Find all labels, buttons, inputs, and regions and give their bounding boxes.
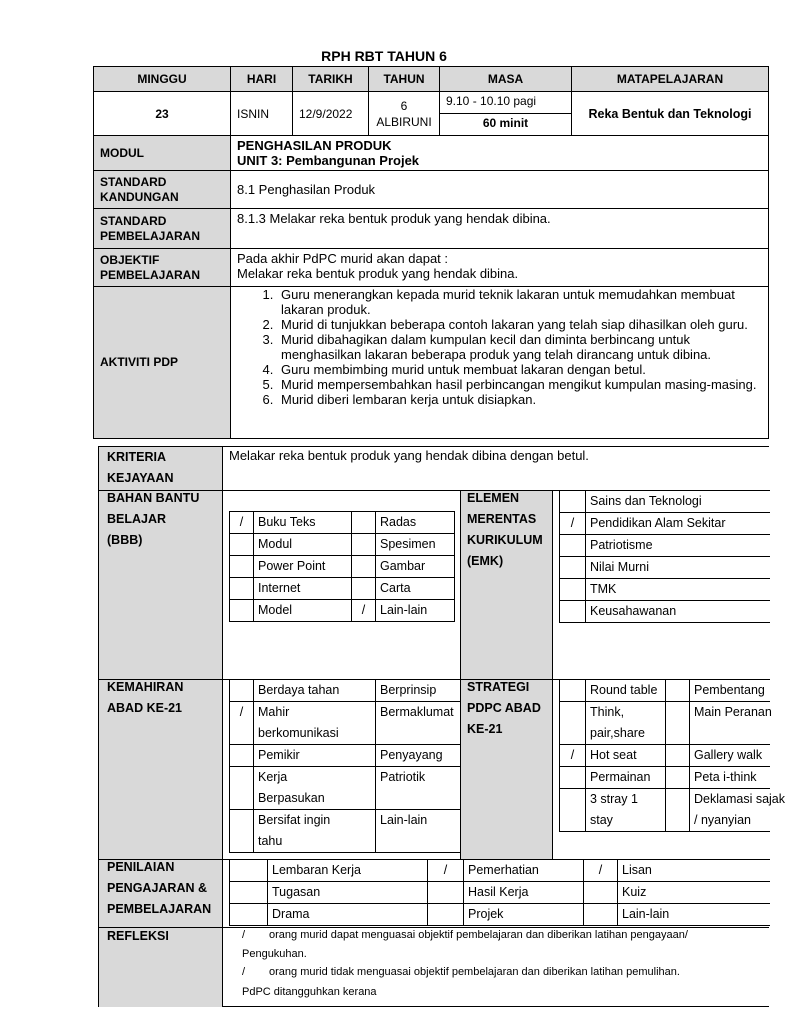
- header-matapelajaran: MATAPELAJARAN: [572, 67, 769, 92]
- emk-label-line1: ELEMEN: [467, 491, 520, 505]
- bbb-item: Model: [254, 600, 352, 622]
- penilaian-table: [229, 859, 770, 926]
- strategi-item: [586, 702, 666, 745]
- standard-kandungan-label-line2: KANDUNGAN: [100, 189, 179, 204]
- strategi-mark-empty: [666, 680, 690, 702]
- minggu-value: 23: [94, 92, 231, 136]
- kemahiran-item: [254, 702, 376, 745]
- tarikh-value: 12/9/2022: [293, 92, 369, 136]
- kemahiran-item: Bermaklumat: [376, 702, 461, 745]
- strategi-item-text: Pembentang: [694, 683, 765, 697]
- strategi-table: [559, 679, 785, 832]
- header-row: [94, 67, 769, 92]
- penilaian-mark: [230, 904, 268, 926]
- refleksi-line-4: PdPC ditangguhkan kerana: [242, 986, 377, 998]
- modul-value: [231, 136, 769, 171]
- bbb-item: Lain-lain: [376, 600, 455, 622]
- kemahiran-mark: [230, 680, 254, 702]
- kemahiran-label-line2: ABAD KE-21: [107, 701, 183, 715]
- bbb-item: Buku Teks: [254, 512, 352, 534]
- kriteria-value: Melakar reka bentuk produk yang hendak dibina dengan betul.: [229, 448, 589, 463]
- matapelajaran-value: Reka Bentuk dan Teknologi: [572, 92, 769, 136]
- strategi-item: [690, 745, 770, 767]
- strategi-mark: /: [560, 745, 586, 767]
- strategi-label-line1: STRATEGI: [467, 680, 530, 694]
- emk-label-line4: (EMK): [467, 554, 504, 568]
- bbb-row: [230, 600, 455, 622]
- aktiviti-value: [231, 287, 769, 439]
- aktiviti-item: 3. Murid dibahagikan dalam kumpulan kecil dan diminta berbincang untuk menghasilkan lakaran beberapa produk yang telah dirancang untuk dibina.: [277, 332, 762, 362]
- kemahiran-item-text: Kerja: [258, 770, 288, 784]
- emk-mark: [560, 535, 586, 557]
- strategi-mark: [560, 767, 586, 789]
- bbb-item: Carta: [376, 578, 455, 600]
- penilaian-item: Drama: [268, 904, 428, 926]
- strategi-item-text: Round table: [590, 683, 658, 697]
- emk-mark: [560, 557, 586, 579]
- kemahiran-item: Lain-lain: [376, 810, 461, 853]
- objektif-line2: Melakar reka bentuk produk yang hendak dibina.: [237, 266, 519, 281]
- penilaian-label-line1: PENILAIAN: [107, 860, 175, 874]
- kemahiran-item-text: Berdaya tahan: [258, 683, 340, 697]
- penilaian-mark: [584, 882, 618, 904]
- penilaian-label-line3: PEMBELAJARAN: [107, 902, 212, 916]
- standard-pembelajaran-value: 8.1.3 Melakar reka bentuk produk yang hendak dibina.: [231, 209, 769, 249]
- emk-table: [559, 490, 770, 623]
- strategi-item-text: stay: [590, 813, 613, 827]
- emk-label: [460, 488, 552, 572]
- tahun-value: 6: [400, 98, 408, 113]
- bbb-mark: [352, 556, 376, 578]
- bbb-row: [230, 534, 455, 556]
- penilaian-item: Kuiz: [618, 882, 770, 904]
- header-masa: MASA: [440, 67, 572, 92]
- emk-mark: /: [560, 513, 586, 535]
- emk-label-line3: KURIKULUM: [467, 533, 543, 547]
- kemahiran-item-text: Mahir: [258, 705, 290, 719]
- emk-mark: [560, 491, 586, 513]
- penilaian-item: Lisan: [618, 860, 770, 882]
- strategi-item: [690, 702, 770, 745]
- strategi-mark-empty: [666, 702, 690, 745]
- standard-kandungan-value: 8.1 Penghasilan Produk: [231, 171, 769, 209]
- strategi-item: [586, 767, 666, 789]
- kriteria-label: [99, 447, 222, 489]
- bbb-mark: [352, 578, 376, 600]
- strategi-mark-empty: [666, 789, 690, 832]
- kemahiran-item: Penyayang: [376, 745, 461, 767]
- kemahiran-table: [229, 679, 461, 853]
- strategi-label: [460, 677, 552, 740]
- kemahiran-mark: [230, 810, 254, 853]
- objektif-label: [94, 249, 231, 287]
- strategi-item: [690, 680, 770, 702]
- kemahiran-item-text: Berpasukan: [258, 791, 325, 805]
- modul-line1: PENGHASILAN PRODUK: [237, 138, 392, 153]
- bbb-mark: /: [230, 512, 254, 534]
- aktiviti-item: 4. Guru membimbing murid untuk membuat lakaran dengan betul.: [277, 362, 762, 377]
- bbb-label-line3: (BBB): [107, 533, 143, 547]
- strategi-label-line3: KE-21: [467, 722, 503, 736]
- durasi-value: 60 minit: [440, 114, 572, 136]
- strategi-item-text: / nyanyian: [694, 813, 751, 827]
- penilaian-mark: [230, 882, 268, 904]
- penilaian-item: Pemerhatian: [464, 860, 584, 882]
- kemahiran-mark: [230, 767, 254, 810]
- refleksi-mark-3: /: [242, 966, 246, 978]
- emk-item: Keusahawanan: [586, 601, 770, 623]
- bbb-item: Gambar: [376, 556, 455, 578]
- strategi-item-text: pair,share: [590, 726, 645, 740]
- aktiviti-item: 1. Guru menerangkan kepada murid teknik lakaran untuk memudahkan membuat lakaran produk.: [277, 287, 762, 317]
- kriteria-label-line1: KRITERIA: [107, 450, 167, 464]
- kemahiran-mark: [230, 745, 254, 767]
- bbb-label: [99, 488, 222, 551]
- refleksi-line-3: orang murid tidak menguasai objektif pembelajaran dan diberikan latihan pemulihan.: [269, 966, 680, 978]
- aktiviti-item: 2. Murid di tunjukkan beberapa contoh lakaran yang telah siap dihasilkan oleh guru.: [277, 317, 762, 332]
- bbb-mark: [230, 578, 254, 600]
- kemahiran-item-text: berkomunikasi: [258, 726, 339, 740]
- kriteria-label-line2: KEJAYAAN: [107, 471, 174, 485]
- kemahiran-mark: /: [230, 702, 254, 745]
- objektif-label-line2: PEMBELAJARAN: [100, 267, 201, 282]
- kemahiran-label: [99, 677, 222, 719]
- penilaian-label-line2: PENGAJARAN &: [107, 881, 208, 895]
- aktiviti-item: 5. Murid mempersembahkan hasil perbincangan mengikut kumpulan masing-masing.: [277, 377, 762, 392]
- bbb-mark: [352, 534, 376, 556]
- bbb-table: [229, 511, 455, 622]
- penilaian-mark: [230, 860, 268, 882]
- bbb-row: [230, 512, 455, 534]
- bbb-mark: [230, 556, 254, 578]
- bbb-item: Power Point: [254, 556, 352, 578]
- header-minggu: MINGGU: [94, 67, 231, 92]
- strategi-item: [586, 789, 666, 832]
- kemahiran-item: [254, 680, 376, 702]
- lower-section: [98, 446, 785, 1007]
- header-hari: HARI: [231, 67, 293, 92]
- hari-value: ISNIN: [231, 92, 293, 136]
- standard-pembelajaran-label: [94, 209, 231, 249]
- emk-item: TMK: [586, 579, 770, 601]
- strategi-mark-empty: [666, 767, 690, 789]
- refleksi-line-2: Pengukuhan.: [242, 948, 307, 960]
- masa-value: 9.10 - 10.10 pagi: [440, 92, 572, 114]
- emk-item: Sains dan Teknologi: [586, 491, 770, 513]
- strategi-item: [690, 767, 770, 789]
- kemahiran-item: Patriotik: [376, 767, 461, 810]
- refleksi-line-1: orang murid dapat menguasai objektif pembelajaran dan diberikan latihan pengayaan/: [269, 929, 688, 941]
- standard-kandungan-label: [94, 171, 231, 209]
- modul-label: MODUL: [94, 136, 231, 171]
- strategi-item-text: Hot seat: [590, 748, 637, 762]
- strategi-mark: [560, 680, 586, 702]
- penilaian-mark: /: [428, 860, 464, 882]
- header-tahun: TAHUN: [369, 67, 440, 92]
- penilaian-mark: [428, 904, 464, 926]
- strategi-item-text: 3 stray 1: [590, 792, 638, 806]
- kemahiran-item-text: Bersifat ingin: [258, 813, 331, 827]
- strategi-item: [586, 745, 666, 767]
- refleksi-label: REFLEKSI: [107, 929, 169, 943]
- emk-mark: [560, 601, 586, 623]
- bbb-label-line1: BAHAN BANTU: [107, 491, 200, 505]
- standard-pembelajaran-label-line1: STANDARD: [100, 213, 167, 228]
- penilaian-item: Hasil Kerja: [464, 882, 584, 904]
- kemahiran-item: [254, 767, 376, 810]
- bbb-item: Radas: [376, 512, 455, 534]
- emk-label-line2: MERENTAS: [467, 512, 537, 526]
- standard-kandungan-label-line1: STANDARD: [100, 174, 167, 189]
- kemahiran-item-text: tahu: [258, 834, 283, 848]
- kelas-value: ALBIRUNI: [376, 114, 432, 129]
- kemahiran-item: [254, 810, 376, 853]
- aktiviti-label: AKTIVITI PDP: [94, 287, 231, 439]
- kemahiran-item: Berprinsip: [376, 680, 461, 702]
- emk-item: Patriotisme: [586, 535, 770, 557]
- penilaian-label: [99, 857, 222, 920]
- page-title: RPH RBT TAHUN 6: [321, 48, 447, 64]
- penilaian-item: Lain-lain: [618, 904, 770, 926]
- tahun-cell: [369, 92, 440, 136]
- bbb-mark: [230, 534, 254, 556]
- emk-item: Pendidikan Alam Sekitar: [586, 513, 770, 535]
- bbb-mark: [352, 512, 376, 534]
- strategi-label-line2: PDPC ABAD: [467, 701, 541, 715]
- strategi-item-text: Peta i-think: [694, 770, 757, 784]
- strategi-item-text: Think,: [590, 705, 625, 719]
- penilaian-item: Projek: [464, 904, 584, 926]
- strategi-item-text: Main Peranan: [694, 705, 772, 719]
- kemahiran-item-text: Pemikir: [258, 748, 300, 762]
- bbb-item: Modul: [254, 534, 352, 556]
- emk-mark: [560, 579, 586, 601]
- header-tarikh: TARIKH: [293, 67, 369, 92]
- modul-line2: UNIT 3: Pembangunan Projek: [237, 153, 420, 168]
- bbb-row: [230, 556, 455, 578]
- aktiviti-list: [231, 287, 762, 407]
- objektif-line1: Pada akhir PdPC murid akan dapat :: [237, 251, 449, 266]
- strategi-mark: [560, 789, 586, 832]
- bbb-mark: /: [352, 600, 376, 622]
- penilaian-mark: [428, 882, 464, 904]
- strategi-mark: [560, 702, 586, 745]
- refleksi-mark-1: /: [242, 929, 246, 941]
- standard-pembelajaran-label-line2: PEMBELAJARAN: [100, 228, 201, 243]
- strategi-item-text: Permainan: [590, 770, 651, 784]
- emk-item: Nilai Murni: [586, 557, 770, 579]
- objektif-value: [231, 249, 769, 287]
- strategi-item: [586, 680, 666, 702]
- strategi-item: [690, 789, 785, 832]
- strategi-mark-empty: [666, 745, 690, 767]
- bbb-item: Internet: [254, 578, 352, 600]
- bbb-row: [230, 578, 455, 600]
- penilaian-mark: [584, 904, 618, 926]
- header-table: [93, 66, 769, 439]
- aktiviti-item: 6. Murid diberi lembaran kerja untuk disiapkan.: [277, 392, 762, 407]
- penilaian-item: Tugasan: [268, 882, 428, 904]
- penilaian-item: Lembaran Kerja: [268, 860, 428, 882]
- strategi-item-text: Deklamasi sajak: [694, 792, 785, 806]
- bbb-mark: [230, 600, 254, 622]
- kemahiran-item: [254, 745, 376, 767]
- bbb-label-line2: BELAJAR: [107, 512, 167, 526]
- penilaian-mark: /: [584, 860, 618, 882]
- kemahiran-label-line1: KEMAHIRAN: [107, 680, 184, 694]
- strategi-item-text: Gallery walk: [694, 748, 763, 762]
- objektif-label-line1: OBJEKTIF: [100, 252, 160, 267]
- bbb-item: Spesimen: [376, 534, 455, 556]
